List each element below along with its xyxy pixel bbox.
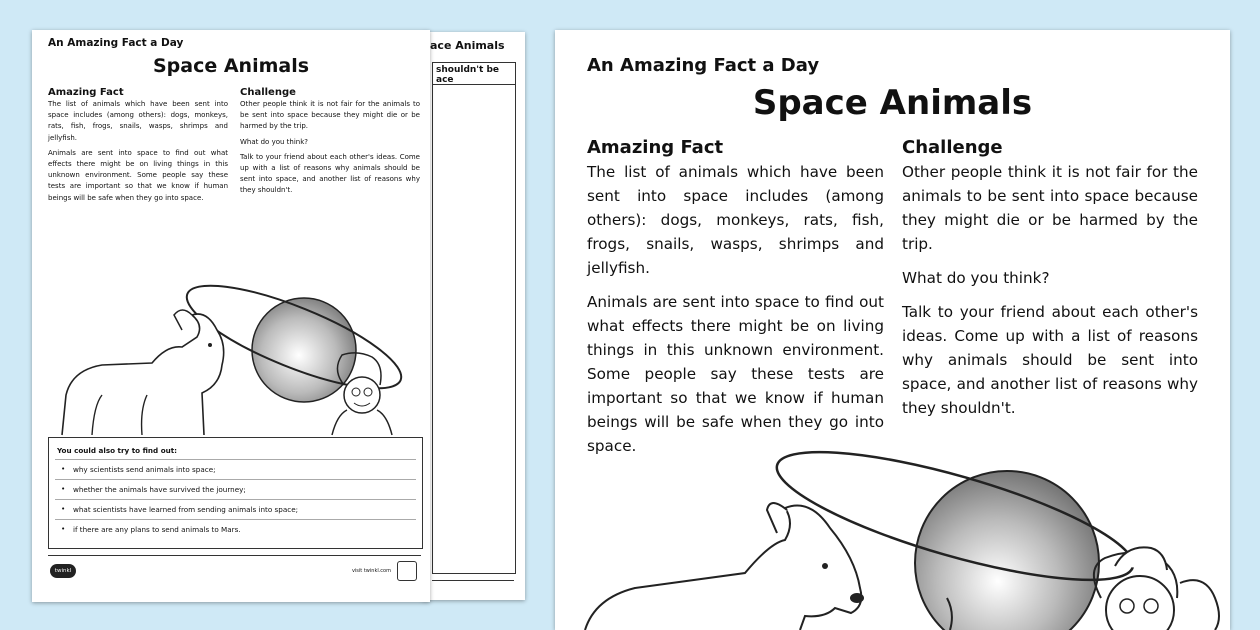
amazing-fact-paragraph: Animals are sent into space to find out what effects there might be on living things in this unknown environment. Some people say these tests are important so that we know if human beings will be safe when they go into space.: [587, 293, 884, 455]
back-sheet-title: ace Animals: [430, 39, 505, 52]
find-out-more-item: • whether the animals have survived the journey;: [55, 479, 416, 499]
find-out-more-item: • why scientists send animals into space;: [55, 459, 416, 479]
amazing-fact-column: [48, 86, 228, 208]
amazing-fact-heading: Amazing Fact: [48, 87, 124, 98]
back-sheet-table: [432, 62, 516, 574]
challenge-paragraph: Talk to your friend about each other's ideas. Come up with a list of reasons why animals should be sent into space, and another list of reasons why they shouldn't.: [240, 152, 420, 195]
find-out-more-item: • if there are any plans to send animals to Mars.: [55, 519, 416, 539]
worksheet-title: Space Animals: [152, 55, 310, 77]
worksheet-enlarged: [555, 30, 1230, 630]
find-out-more-item: • what scientists have learned from sending animals into space;: [55, 499, 416, 519]
amazing-fact-column: [587, 136, 884, 468]
challenge-paragraph: Other people think it is not fair for the animals to be sent into space because they might die or be harmed by the trip.: [240, 100, 420, 131]
brand-logo: twinkl: [50, 564, 76, 578]
footer-url: visit twinkl.com: [351, 568, 391, 574]
amazing-fact-paragraph: Animals are sent into space to find out what effects there might be on living things in this unknown environment. Some people say these tests are important so that we know if human beings will be safe when they go into space.: [48, 148, 228, 202]
find-out-more-lead: You could also try to find out:: [57, 446, 178, 455]
dog-and-monkey-illustration: [555, 448, 1230, 630]
worksheet-footer: [48, 555, 421, 586]
amazing-fact-heading: Amazing Fact: [587, 137, 724, 158]
dog-and-monkey-illustration: [32, 275, 430, 440]
challenge-heading: Challenge: [902, 137, 1003, 158]
challenge-question: What do you think?: [902, 269, 1050, 287]
back-worksheet: [422, 32, 525, 600]
challenge-paragraph: Other people think it is not fair for the animals to be sent into space because they might die or be harmed by the trip.: [902, 163, 1198, 253]
back-sheet-table-header: shouldn't be ace: [433, 63, 515, 85]
worksheet-thumbnail: [32, 30, 430, 602]
amazing-fact-paragraph: The list of animals which have been sent into space includes (among others): dogs, monkeys, rats, fish, frogs, snails, wasps, shrimps and jellyfish.: [587, 163, 884, 277]
challenge-column: [240, 86, 420, 201]
school-badge-icon: [397, 561, 417, 581]
find-out-more-box: [48, 437, 423, 549]
amazing-fact-paragraph: The list of animals which have been sent into space includes (among others): dogs, monkeys, rats, fish, frogs, snails, wasps, shrimps and jellyfish.: [48, 100, 228, 142]
challenge-heading: Challenge: [240, 87, 296, 98]
challenge-paragraph: Talk to your friend about each other's ideas. Come up with a list of reasons why animals should be sent into space, and another list of reasons why they shouldn't.: [902, 303, 1198, 417]
worksheet-kicker: An Amazing Fact a Day: [48, 37, 184, 49]
worksheet-title: Space Animals: [752, 83, 1033, 123]
challenge-column: [902, 136, 1198, 430]
challenge-question: What do you think?: [240, 137, 308, 146]
worksheet-kicker: An Amazing Fact a Day: [587, 55, 820, 76]
back-sheet-footer: [432, 580, 514, 593]
